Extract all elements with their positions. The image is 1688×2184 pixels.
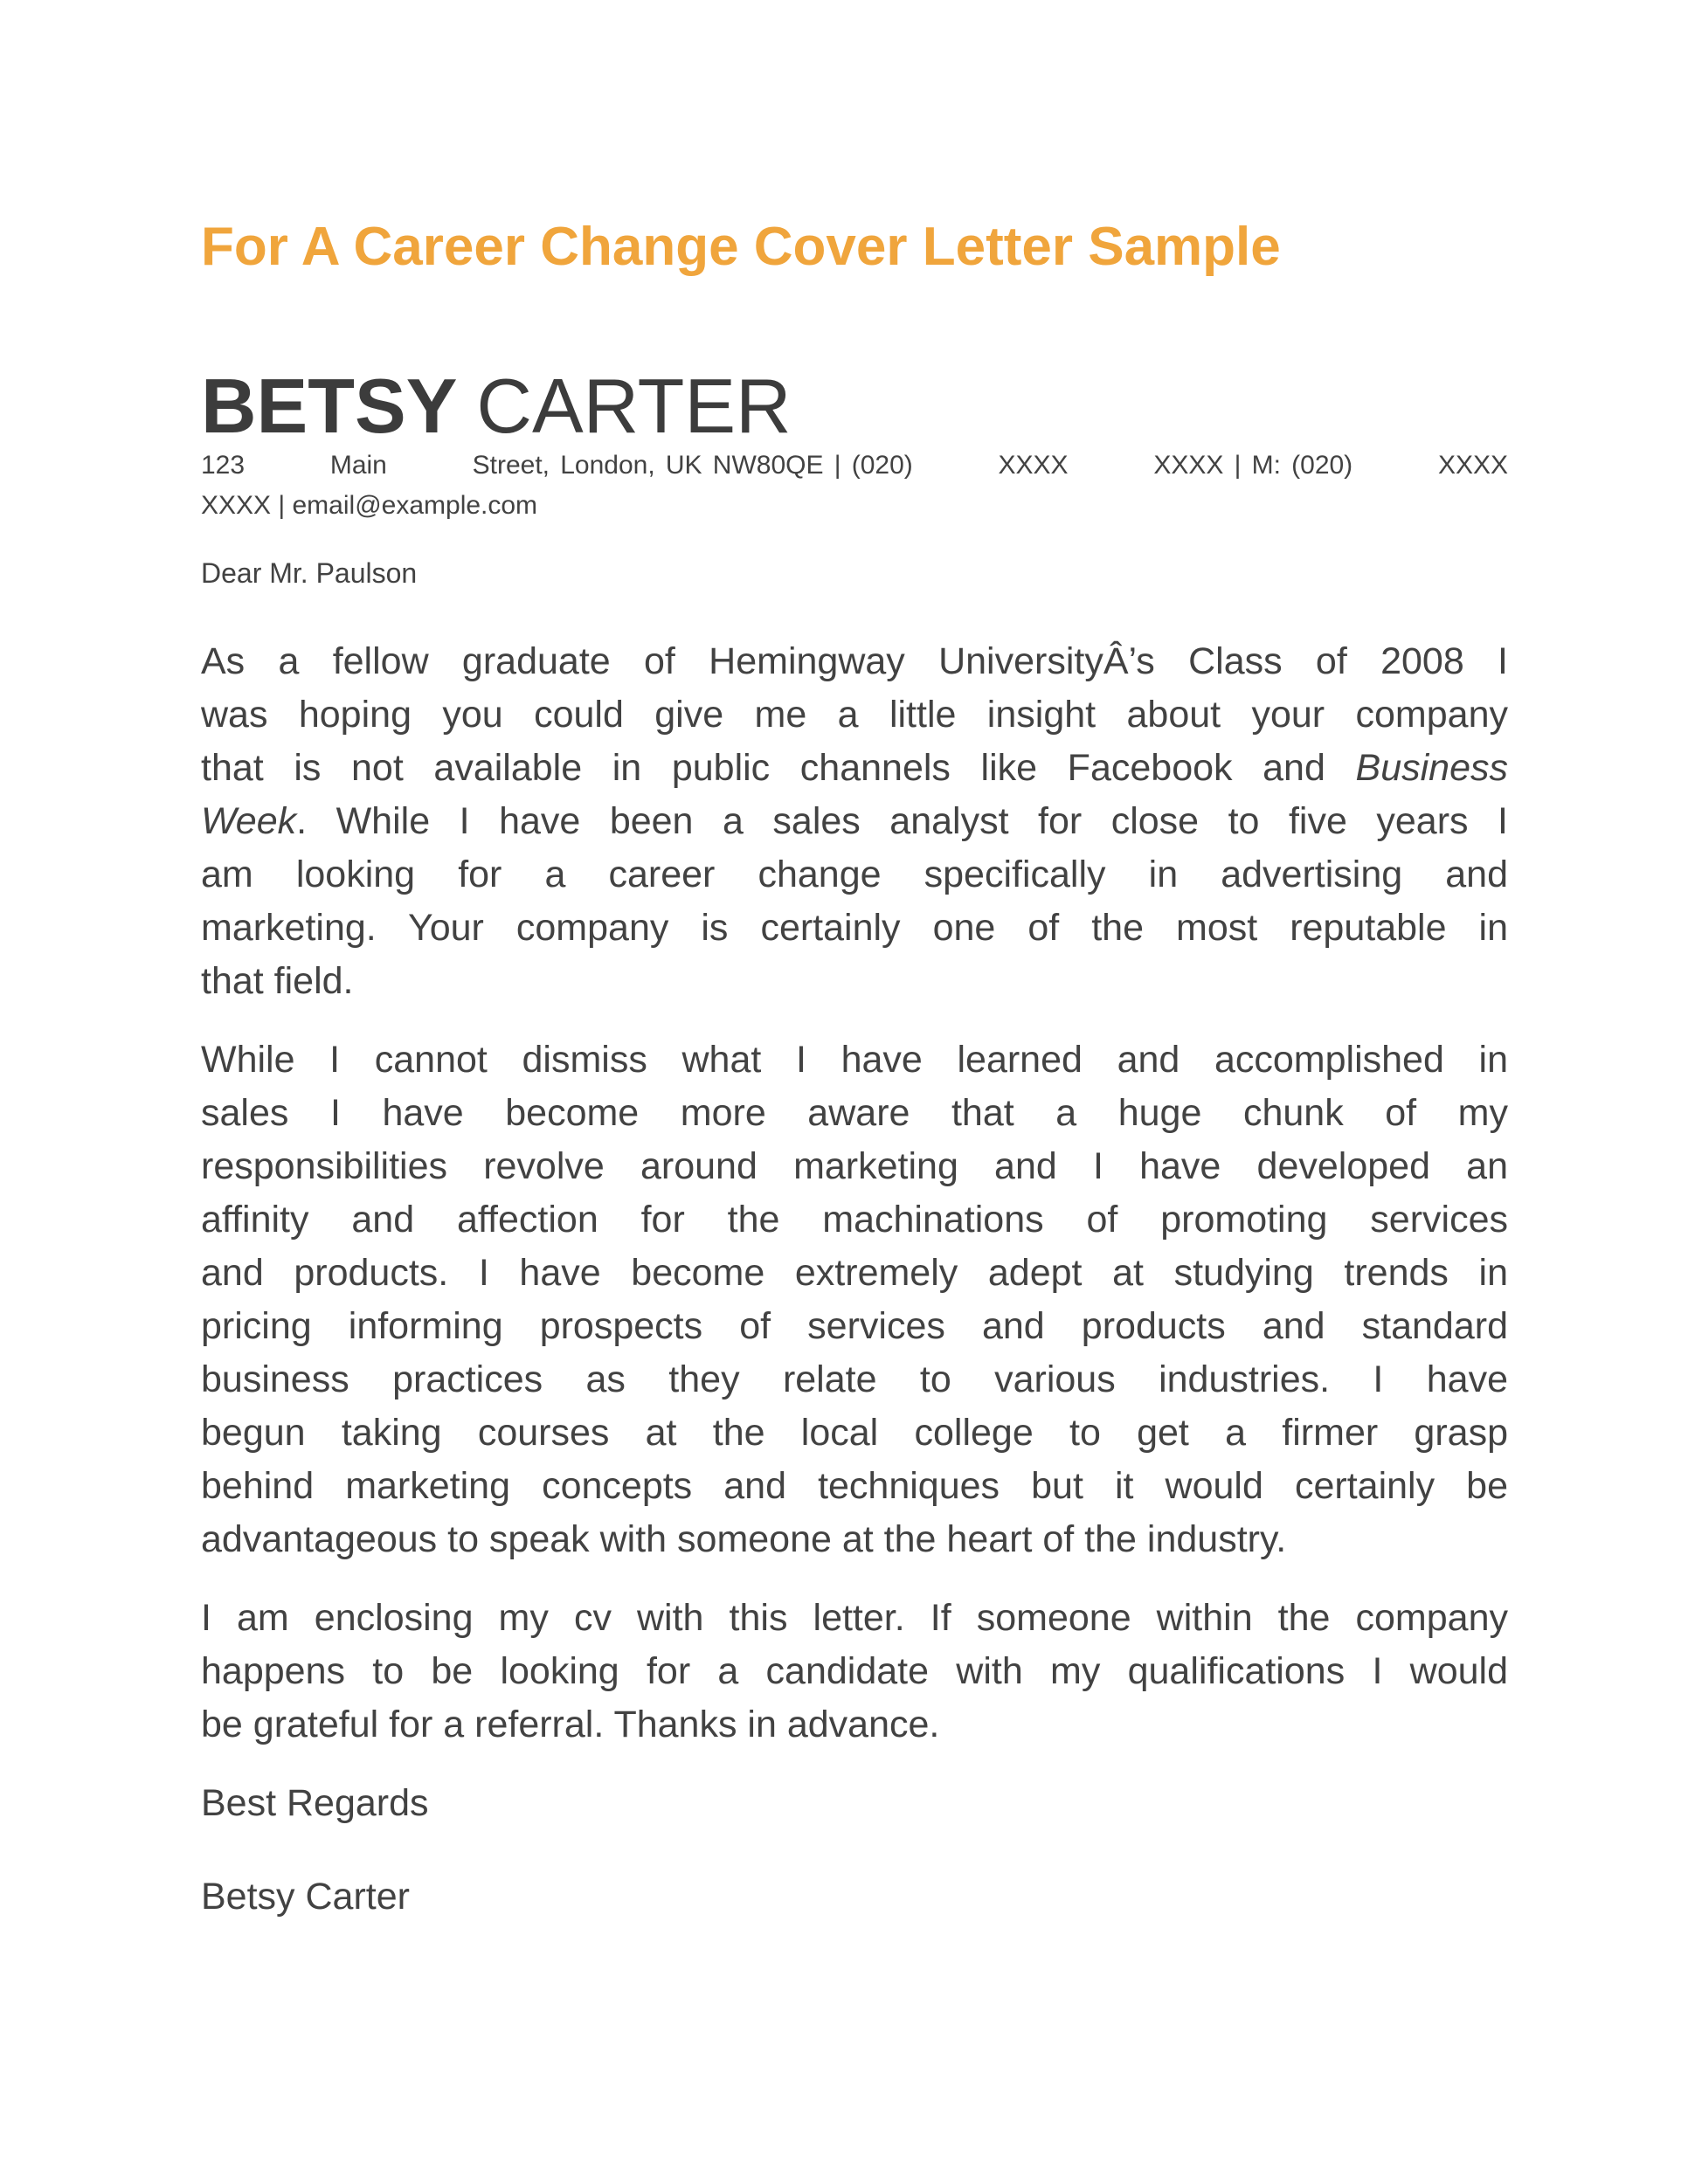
letterhead-first-name: BETSY bbox=[201, 363, 458, 449]
paragraph-line: that is not available in public channels like Facebook and Business bbox=[201, 747, 1508, 789]
paragraph-line: was hoping you could give me a little insight about your company bbox=[201, 694, 1508, 736]
paragraph-line: pricing informing prospects of services and products and standard bbox=[201, 1305, 1508, 1347]
letterhead-name bbox=[201, 363, 1508, 449]
paragraph-line: advantageous to speak with someone at the heart of the industry. bbox=[201, 1518, 1287, 1560]
paragraph-line: While I cannot dismiss what I have learned and accomplished in bbox=[201, 1039, 1508, 1081]
paragraph bbox=[201, 1592, 1508, 1752]
salutation: Dear Mr. Paulson bbox=[201, 557, 418, 589]
paragraph-line: and products. I have become extremely adept at studying trends in bbox=[201, 1252, 1508, 1294]
contact-email: XXXX | email@example.com bbox=[201, 491, 538, 520]
contact-address-phone: 123 Main Street, London, UK NW80QE | (020) XXXX XXXX | M: (020) XXXX bbox=[201, 451, 1508, 480]
paragraph-line: business practices as they relate to various industries. I have bbox=[201, 1358, 1508, 1400]
paragraph-line: I am enclosing my cv with this letter. If someone within the company bbox=[201, 1597, 1508, 1639]
paragraph-line: am looking for a career change specifically in advertising and bbox=[201, 854, 1508, 895]
closing-regards: Best Regards bbox=[201, 1782, 429, 1824]
letterhead-contact bbox=[201, 446, 1508, 526]
paragraph-line: begun taking courses at the local college to get a firmer grasp bbox=[201, 1412, 1508, 1454]
paragraph-line: As a fellow graduate of Hemingway UniversityÂ’s Class of 2008 I bbox=[201, 640, 1508, 682]
paragraph-line: Week. While I have been a sales analyst for close to five years I bbox=[201, 800, 1508, 842]
paragraph-line: be grateful for a referral. Thanks in advance. bbox=[201, 1704, 940, 1745]
closing-signature: Betsy Carter bbox=[201, 1876, 410, 1918]
paragraph bbox=[201, 1033, 1508, 1566]
paragraph-line: marketing. Your company is certainly one of the most reputable in bbox=[201, 907, 1508, 949]
letter-body bbox=[201, 635, 1508, 1752]
paragraph-line: behind marketing concepts and techniques but it would certainly be bbox=[201, 1465, 1508, 1507]
paragraph-line: responsibilities revolve around marketing and I have developed an bbox=[201, 1145, 1508, 1187]
paragraph-line: happens to be looking for a candidate with my qualifications I would bbox=[201, 1650, 1508, 1692]
page-title: For A Career Change Cover Letter Sample bbox=[201, 217, 1281, 277]
paragraph-line: affinity and affection for the machinations of promoting services bbox=[201, 1199, 1508, 1241]
italic-text: Week bbox=[201, 800, 297, 842]
italic-text: Business bbox=[1355, 747, 1508, 789]
paragraph-line: that field. bbox=[201, 960, 354, 1002]
letterhead-last-name: CARTER bbox=[476, 363, 792, 449]
paragraph bbox=[201, 635, 1508, 1008]
paragraph-line: sales I have become more aware that a huge chunk of my bbox=[201, 1092, 1508, 1134]
